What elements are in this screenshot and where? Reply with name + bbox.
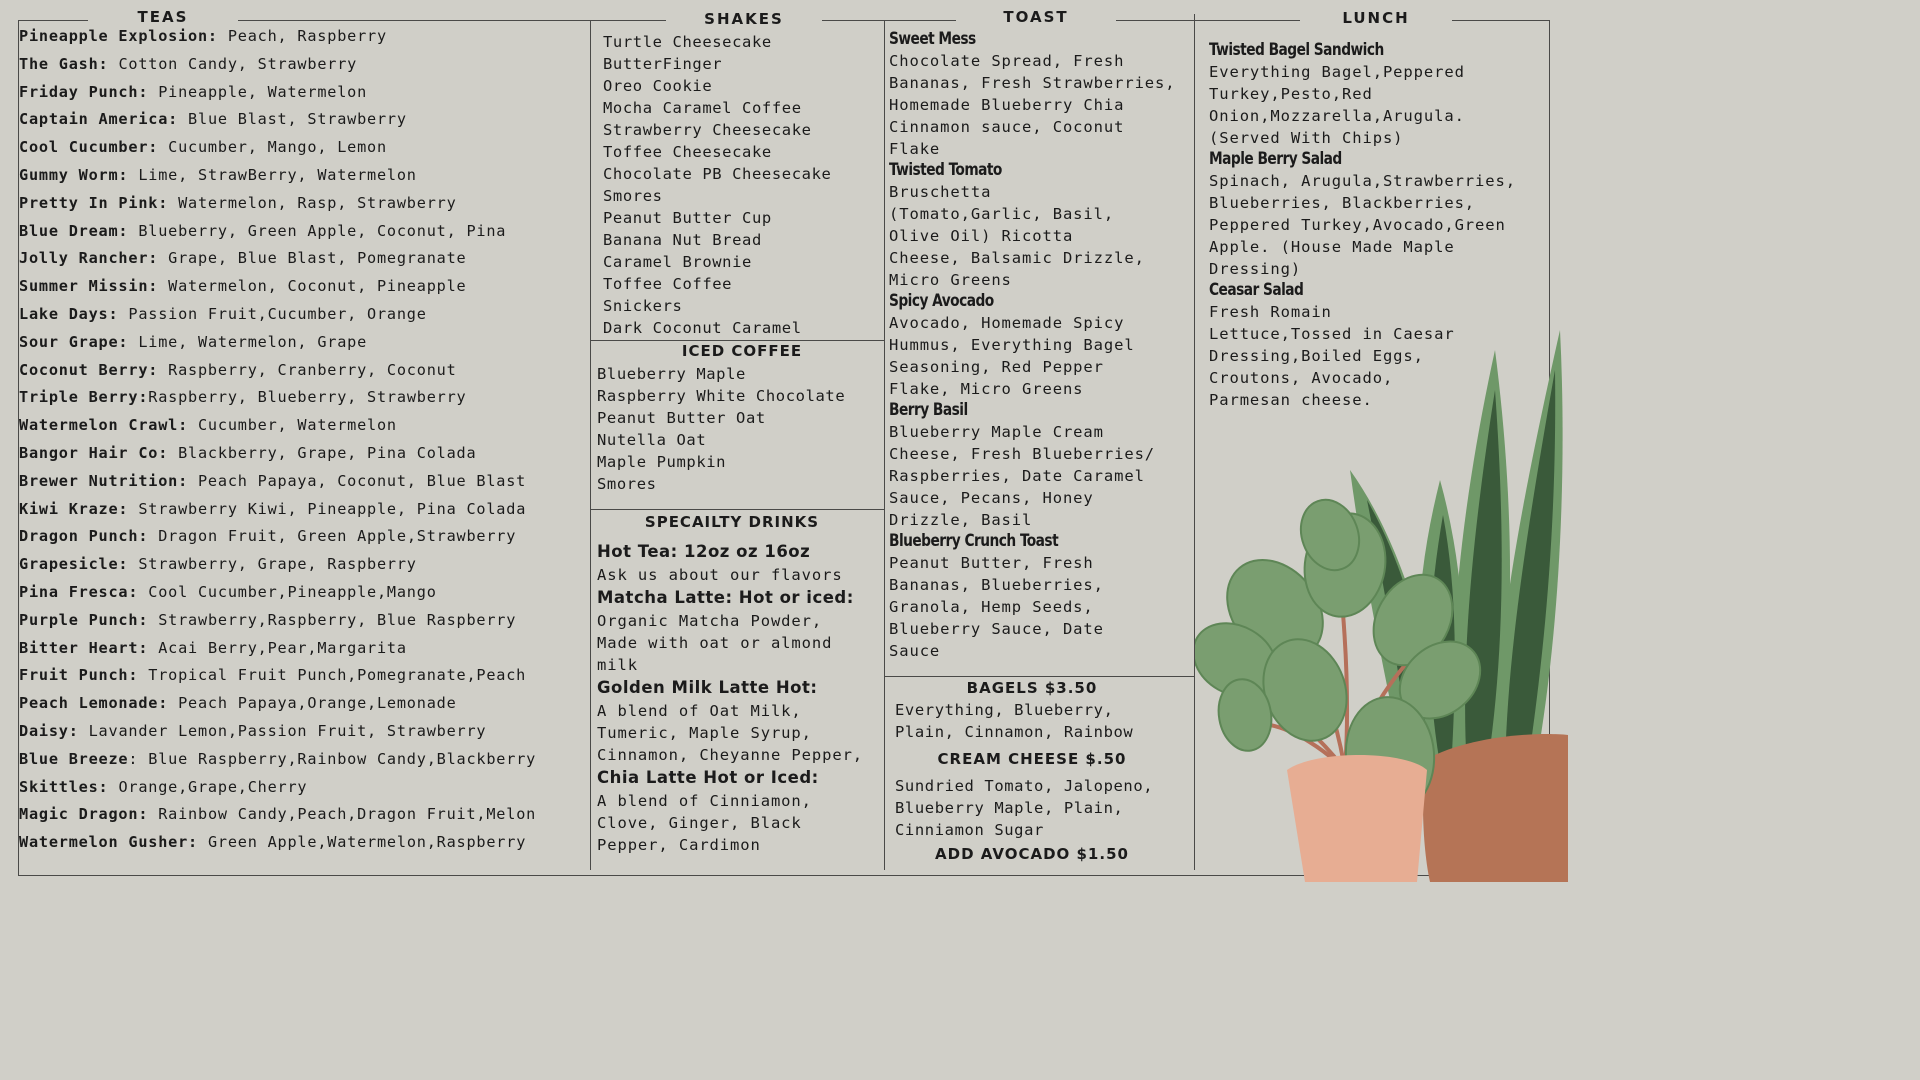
toast-item-description: Hummus, Everything Bagel xyxy=(889,336,1135,354)
toast-item-description: Cinnamon sauce, Coconut xyxy=(889,118,1125,136)
shake-item: Dark Coconut Caramel xyxy=(603,319,802,337)
teas-list xyxy=(19,23,589,857)
tea-name: Grapesicle: xyxy=(19,555,129,574)
specialty-drink-description: A blend of Oat Milk, xyxy=(597,702,802,720)
tea-item xyxy=(19,218,589,246)
teas-heading: TEAS xyxy=(88,8,238,26)
tea-flavors: Grape, Blue Blast, Pomegranate xyxy=(158,249,467,268)
lunch-item-description: Dressing) xyxy=(1209,260,1302,278)
iced-coffee-list xyxy=(597,363,882,495)
toast-item-description: Drizzle, Basil xyxy=(889,511,1033,529)
tea-flavors: Peach Papaya,Orange,Lemonade xyxy=(168,694,457,713)
tea-name: Blue Dream: xyxy=(19,221,129,240)
tea-item xyxy=(19,801,589,829)
tea-name: The Gash: xyxy=(19,54,109,73)
tea-item xyxy=(19,384,589,412)
tea-item xyxy=(19,162,589,190)
iced-coffee-item: Raspberry White Chocolate xyxy=(597,387,846,405)
cream-cheese-line: Sundried Tomato, Jalopeno, xyxy=(895,777,1154,795)
specialty-drink-title: Matcha Latte: Hot or iced: xyxy=(597,588,854,607)
specialty-drink-description: Organic Matcha Powder, xyxy=(597,612,823,630)
tea-flavors: Strawberry,Raspberry, Blue Raspberry xyxy=(148,610,517,629)
tea-item xyxy=(19,190,589,218)
tea-name: Bitter Heart: xyxy=(19,638,149,657)
toast-item-description: Blueberry Maple Cream xyxy=(889,423,1104,441)
tea-flavors: Lavander Lemon,Passion Fruit, Strawberry xyxy=(78,721,487,740)
tea-item xyxy=(19,690,589,718)
toast-item xyxy=(889,400,1193,531)
shake-item: Chocolate PB Cheesecake xyxy=(603,165,832,183)
tea-item xyxy=(19,746,589,774)
tea-name: Lake Days: xyxy=(19,304,119,323)
toast-item-description: Bananas, Fresh Strawberries, xyxy=(889,74,1176,92)
specialty-drink-description: Made with oat or almond xyxy=(597,634,833,652)
tea-name: Pineapple Explosion: xyxy=(19,27,218,45)
tea-name: Sour Grape: xyxy=(19,332,129,351)
lunch-item xyxy=(1209,149,1549,280)
tea-name: Summer Missin: xyxy=(19,277,159,296)
toast-item-description: Seasoning, Red Pepper xyxy=(889,358,1104,376)
shake-item: Mocha Caramel Coffee xyxy=(603,99,802,117)
specialty-drink-title: Hot Tea: 12oz oz 16oz xyxy=(597,542,811,561)
shake-item: Toffee Coffee xyxy=(603,275,733,293)
specialty-drink-description: Tumeric, Maple Syrup, xyxy=(597,724,812,742)
tea-flavors: Peach Papaya, Coconut, Blue Blast xyxy=(188,471,527,490)
tea-name: Jolly Rancher: xyxy=(19,249,159,268)
tea-name: Watermelon Crawl: xyxy=(19,416,189,435)
tea-item xyxy=(19,106,589,134)
shake-item: Smores xyxy=(603,187,663,205)
tea-name: Peach Lemonade: xyxy=(19,694,169,713)
tea-flavors: Strawberry Kiwi, Pineapple, Pina Colada xyxy=(128,499,527,518)
toast-item-title: Blueberry Crunch Toast xyxy=(889,531,1059,551)
specialty-drink-description: milk xyxy=(597,656,638,674)
shake-item: Strawberry Cheesecake xyxy=(603,121,812,139)
tea-name: Pina Fresca: xyxy=(19,582,139,601)
shake-item: Oreo Cookie xyxy=(603,77,713,95)
tea-item xyxy=(19,134,589,162)
tea-item xyxy=(19,662,589,690)
specialty-drink-description: Clove, Ginger, Black xyxy=(597,814,802,832)
iced-coffee-item: Smores xyxy=(597,475,657,493)
toast-item-title: Berry Basil xyxy=(889,400,968,420)
iced-coffee-item: Blueberry Maple xyxy=(597,365,746,383)
bagels-list xyxy=(895,699,1190,743)
tea-flavors: Raspberry, Blueberry, Strawberry xyxy=(148,388,467,407)
tea-item xyxy=(19,579,589,607)
toast-item-description: Micro Greens xyxy=(889,271,1012,289)
tea-flavors: Passion Fruit,Cucumber, Orange xyxy=(118,304,427,323)
shake-item: Snickers xyxy=(603,297,683,315)
tea-item xyxy=(19,829,589,857)
tea-item xyxy=(19,23,589,51)
shake-item: Toffee Cheesecake xyxy=(603,143,772,161)
tea-flavors: Cucumber, Watermelon xyxy=(188,416,397,435)
tea-flavors: Watermelon, Coconut, Pineapple xyxy=(158,277,467,296)
tea-item xyxy=(19,51,589,79)
tea-name: Pretty In Pink: xyxy=(19,193,169,212)
specialty-drinks-heading: SPECAILTY DRINKS xyxy=(644,513,820,531)
lunch-item xyxy=(1209,40,1549,149)
specialty-drink xyxy=(597,766,882,856)
divider-shakes-toast xyxy=(884,20,885,870)
tea-name: Watermelon Gusher: xyxy=(19,833,198,852)
tea-name: Blue Breeze xyxy=(19,749,129,768)
toast-item-description: Homemade Blueberry Chia xyxy=(889,96,1125,114)
tea-name: Friday Punch: xyxy=(19,82,149,101)
toast-item-description: Sauce, Pecans, Honey xyxy=(889,489,1094,507)
specialty-drinks-list xyxy=(597,540,882,856)
cream-cheese-line: Cinniamon Sugar xyxy=(895,821,1044,839)
specialty-drink-description: Cinnamon, Cheyanne Pepper, xyxy=(597,746,864,764)
toast-item xyxy=(889,291,1193,400)
shakes-list xyxy=(603,31,883,339)
tea-name: Purple Punch: xyxy=(19,610,149,629)
tea-name: Dragon Punch: xyxy=(19,527,149,546)
tea-flavors: Lime, StrawBerry, Watermelon xyxy=(128,165,417,184)
specialty-drink xyxy=(597,540,882,586)
tea-name: Cool Cucumber: xyxy=(19,138,159,157)
toast-item-description: Cheese, Balsamic Drizzle, xyxy=(889,249,1145,267)
lunch-item-description: Peppered Turkey,Avocado,Green xyxy=(1209,216,1506,234)
bagels-heading: BAGELS $3.50 xyxy=(966,679,1098,697)
tea-flavors: Dragon Fruit, Green Apple,Strawberry xyxy=(148,527,517,546)
bagel-flavors-line: Everything, Blueberry, xyxy=(895,701,1114,719)
tea-flavors: Strawberry, Grape, Raspberry xyxy=(128,555,417,574)
specialty-drink xyxy=(597,586,882,676)
tea-flavors: Watermelon, Rasp, Strawberry xyxy=(168,193,457,212)
toast-item-description: Flake xyxy=(889,140,941,158)
tea-flavors: Blackberry, Grape, Pina Colada xyxy=(168,443,477,462)
tea-item xyxy=(19,273,589,301)
tea-flavors: Peach, Raspberry xyxy=(217,27,387,45)
toast-item-title: Sweet Mess xyxy=(889,29,976,49)
tea-item xyxy=(19,635,589,663)
tea-flavors: Cotton Candy, Strawberry xyxy=(108,54,358,73)
toast-item xyxy=(889,29,1193,160)
specialty-drink xyxy=(597,676,882,766)
tea-item xyxy=(19,412,589,440)
tea-item xyxy=(19,245,589,273)
lunch-item-description: Blueberries, Blackberries, xyxy=(1209,194,1476,212)
iced-coffee-item: Maple Pumpkin xyxy=(597,453,727,471)
tea-item xyxy=(19,468,589,496)
toast-heading: TOAST xyxy=(956,8,1116,26)
add-avocado-price: ADD AVOCADO $1.50 xyxy=(935,845,1129,863)
divider-iced-specialty xyxy=(590,509,884,510)
toast-item-description: Olive Oil) Ricotta xyxy=(889,227,1074,245)
shake-item: Banana Nut Bread xyxy=(603,231,762,249)
toast-item-description: Raspberries, Date Caramel xyxy=(889,467,1145,485)
lunch-item xyxy=(1209,280,1549,411)
front-pot-icon xyxy=(1287,755,1427,882)
specialty-drink-description: A blend of Cinniamon, xyxy=(597,792,812,810)
potted-plants-illustration xyxy=(1195,330,1568,882)
iced-coffee-item: Peanut Butter Oat xyxy=(597,409,766,427)
toast-item-description: Bananas, Blueberries, xyxy=(889,576,1104,594)
lunch-item-description: Spinach, Arugula,Strawberries, xyxy=(1209,172,1516,190)
tea-item xyxy=(19,357,589,385)
shake-item: Turtle Cheesecake xyxy=(603,33,772,51)
tea-flavors: Tropical Fruit Punch,Pomegranate,Peach xyxy=(138,666,527,685)
tea-item xyxy=(19,551,589,579)
lunch-item-description: Fresh Romain xyxy=(1209,303,1332,321)
specialty-drink-title: Chia Latte Hot or Iced: xyxy=(597,768,819,787)
lunch-item-title: Maple Berry Salad xyxy=(1209,149,1342,169)
tea-flavors: Raspberry, Cranberry, Coconut xyxy=(158,360,457,379)
tea-name: Magic Dragon: xyxy=(19,805,149,824)
tea-item xyxy=(19,718,589,746)
lunch-list xyxy=(1209,40,1549,411)
tea-item xyxy=(19,496,589,524)
lunch-item-description: Croutons, Avocado, xyxy=(1209,369,1394,387)
tea-name: Coconut Berry: xyxy=(19,360,159,379)
tea-item xyxy=(19,440,589,468)
cream-cheese-list xyxy=(895,775,1190,841)
lunch-item-description: Apple. (House Made Maple xyxy=(1209,238,1455,256)
lunch-item-description: Turkey,Pesto,Red xyxy=(1209,85,1373,103)
tea-name: Brewer Nutrition: xyxy=(19,471,189,490)
tea-flavors: Orange,Grape,Cherry xyxy=(108,777,308,796)
tea-name: Bangor Hair Co: xyxy=(19,443,169,462)
tea-name: Kiwi Kraze: xyxy=(19,499,129,518)
tea-flavors: Pineapple, Watermelon xyxy=(148,82,368,101)
specialty-drink-title: Golden Milk Latte Hot: xyxy=(597,678,818,697)
iced-coffee-item: Nutella Oat xyxy=(597,431,707,449)
shakes-heading: SHAKES xyxy=(666,10,822,28)
lunch-item-title: Twisted Bagel Sandwich xyxy=(1209,40,1384,60)
lunch-item-description: Everything Bagel,Peppered xyxy=(1209,63,1465,81)
toast-item-description: Granola, Hemp Seeds, xyxy=(889,598,1094,616)
toast-item-description: Cheese, Fresh Blueberries/ xyxy=(889,445,1156,463)
shake-item: ButterFinger xyxy=(603,55,723,73)
tea-flavors: Green Apple,Watermelon,Raspberry xyxy=(198,833,527,852)
divider-toast-bagels xyxy=(884,676,1194,677)
tea-name: Skittles: xyxy=(19,777,109,796)
tea-item xyxy=(19,774,589,802)
tea-name: Gummy Worm: xyxy=(19,165,129,184)
cream-cheese-line: Blueberry Maple, Plain, xyxy=(895,799,1124,817)
toast-item-description: Blueberry Sauce, Date xyxy=(889,620,1104,638)
tea-item xyxy=(19,301,589,329)
toast-item-description: Sauce xyxy=(889,642,941,660)
divider-teas-shakes xyxy=(590,20,591,870)
toast-item-description: Peanut Butter, Fresh xyxy=(889,554,1094,572)
iced-coffee-heading: ICED COFFEE xyxy=(681,342,803,360)
tea-name: Triple Berry: xyxy=(19,388,149,407)
toast-item-title: Twisted Tomato xyxy=(889,160,1002,180)
back-pot-icon xyxy=(1423,734,1568,882)
lunch-item-description: Dressing,Boiled Eggs, xyxy=(1209,347,1424,365)
toast-list xyxy=(889,29,1193,662)
toast-item xyxy=(889,531,1193,662)
cream-cheese-heading: CREAM CHEESE $.50 xyxy=(937,750,1127,768)
lunch-item-description: Parmesan cheese. xyxy=(1209,391,1373,409)
lunch-item-description: Onion,Mozzarella,Arugula. xyxy=(1209,107,1465,125)
toast-item-description: (Tomato,Garlic, Basil, xyxy=(889,205,1115,223)
toast-item-description: Chocolate Spread, Fresh xyxy=(889,52,1125,70)
lunch-item-description: (Served With Chips) xyxy=(1209,129,1404,147)
lunch-item-description: Lettuce,Tossed in Caesar xyxy=(1209,325,1455,343)
tea-flavors: Blueberry, Green Apple, Coconut, Pina xyxy=(128,221,507,240)
specialty-drink-description: Ask us about our flavors xyxy=(597,566,843,584)
tea-item xyxy=(19,329,589,357)
toast-item-description: Bruschetta xyxy=(889,183,992,201)
tea-item xyxy=(19,523,589,551)
toast-item-description: Flake, Micro Greens xyxy=(889,380,1084,398)
tea-item xyxy=(19,79,589,107)
toast-item-title: Spicy Avocado xyxy=(889,291,994,311)
tea-flavors: : Blue Raspberry,Rainbow Candy,Blackberry xyxy=(128,749,537,768)
lunch-heading: LUNCH xyxy=(1300,9,1452,27)
shake-item: Caramel Brownie xyxy=(603,253,752,271)
tea-flavors: Cucumber, Mango, Lemon xyxy=(158,138,387,157)
tea-flavors: Lime, Watermelon, Grape xyxy=(128,332,368,351)
tea-name: Fruit Punch: xyxy=(19,666,139,685)
bagel-flavors-line: Plain, Cinnamon, Rainbow xyxy=(895,723,1134,741)
tea-flavors: Blue Blast, Strawberry xyxy=(178,110,407,129)
specialty-drink-description: Pepper, Cardimon xyxy=(597,836,761,854)
tea-item xyxy=(19,607,589,635)
tea-flavors: Cool Cucumber,Pineapple,Mango xyxy=(138,582,437,601)
lunch-item-title: Ceasar Salad xyxy=(1209,280,1304,300)
divider-shakes-iced xyxy=(590,340,884,341)
tea-name: Captain America: xyxy=(19,110,179,129)
tea-flavors: Acai Berry,Pear,Margarita xyxy=(148,638,407,657)
tea-name: Daisy: xyxy=(19,721,79,740)
shake-item: Peanut Butter Cup xyxy=(603,209,772,227)
toast-item-description: Avocado, Homemade Spicy xyxy=(889,314,1125,332)
toast-item xyxy=(889,160,1193,291)
tea-flavors: Rainbow Candy,Peach,Dragon Fruit,Melon xyxy=(148,805,537,824)
